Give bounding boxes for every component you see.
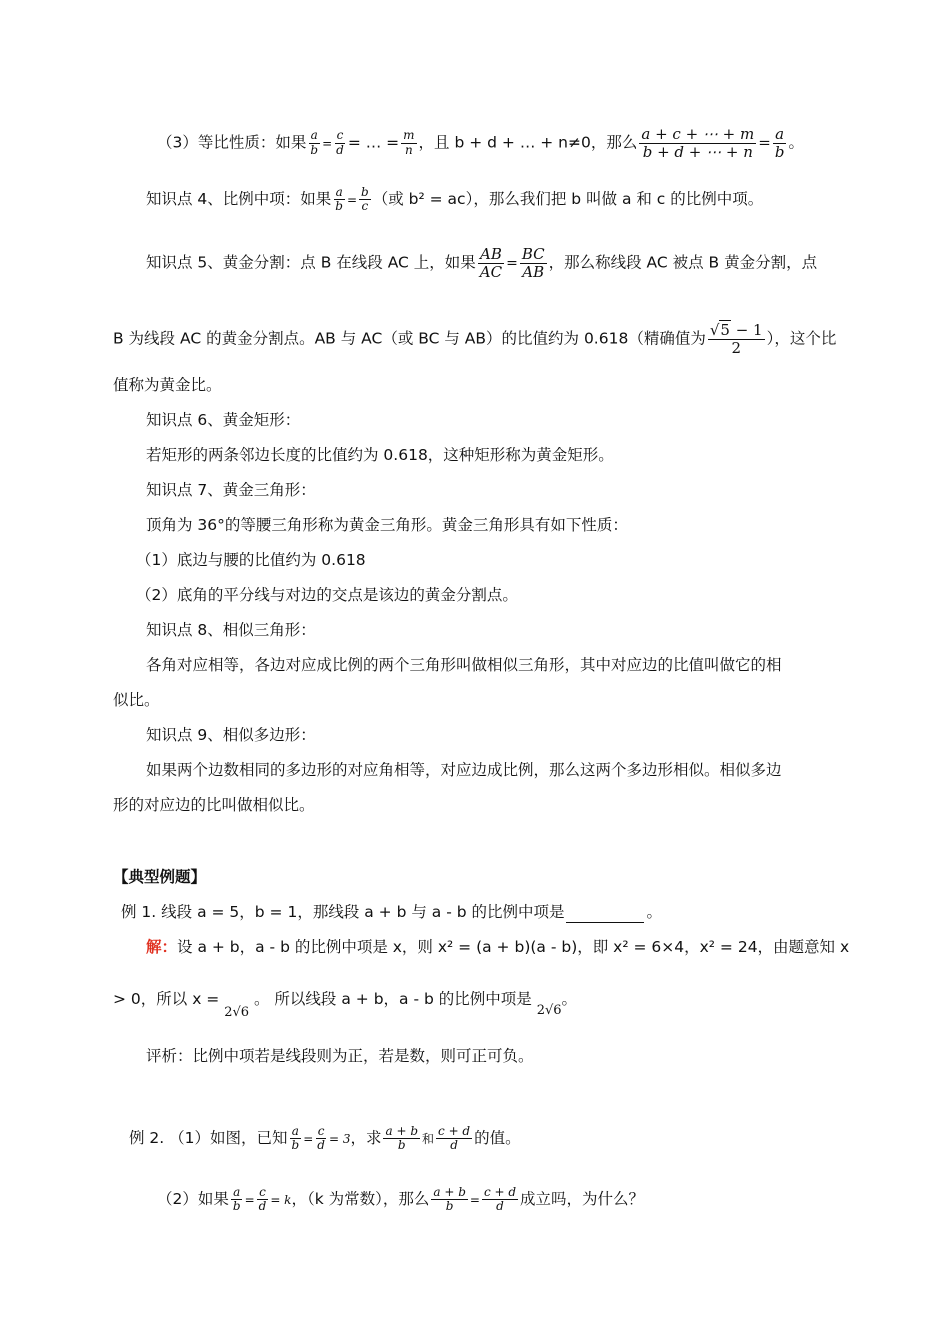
- knowledge-point-4: 知识点 4、比例中项：如果 $\frac{a}{b}$ = $\frac{b}{c}$ （或 b² = ac），那么我们把 b 叫做 a 和 c 的比例中项。: [146, 185, 764, 214]
- fraction-c-plus-d-over-d: $\frac{c + d}{d}$: [483, 1185, 517, 1214]
- fraction-a-b: $\frac{a}{b}$: [232, 1185, 241, 1214]
- solution-line-1: 解：设 a + b，a - b 的比例中项是 x，则 x² = (a + b)(a - b)，即 x² = 6×4，x² = 24，由题意知 x: [146, 938, 850, 956]
- solution-line-2: > 0，所以 x = 2√6 。 所以线段 a + b，a - b 的比例中项是 2√6。: [113, 988, 577, 1012]
- text-line: 似比。: [113, 691, 160, 709]
- text: （3）等比性质：如果: [157, 133, 307, 152]
- text-line: （1）底边与腰的比值约为 0.618: [136, 551, 366, 569]
- knowledge-point-5: 知识点 5、黄金分割：点 B 在线段 AC 上，如果 $\frac{AB}{AC}$ = $\frac{BC}{AB}$ ，那么称线段 AC 被点 B 黄金分割，点: [146, 245, 818, 281]
- example-2-part-2: （2）如果 $\frac{a}{b}$ = $\frac{c}{d}$ = k，（k 为常数），那么 $\frac{a + b}{b}$ = $\frac{c + d}{d}$ 成立吗，为什么？: [157, 1185, 645, 1214]
- text-line: 值称为黄金比。: [113, 376, 222, 394]
- text-line: 各角对应相等，各边对应成比例的两个三角形叫做相似三角形，其中对应边的比值叫做它的相: [146, 656, 782, 674]
- text-line: 形的对应边的比叫做相似比。: [113, 796, 315, 814]
- example-1: 例 1. 线段 a = 5，b = 1，那线段 a + b 与 a - b 的比例中项是 。: [121, 903, 662, 921]
- fraction-b-c: $\frac{b}{c}$: [361, 185, 369, 214]
- fraction-c-plus-d-over-d: $\frac{c + d}{d}$: [438, 1124, 471, 1153]
- knowledge-point-9: 知识点 9、相似多边形：: [146, 726, 316, 744]
- example-2-part-1: 例 2. （1）如图，已知 $\frac{a}{b}$ = $\frac{c}{d}$ = 3，求 $\frac{a + b}{b}$ 和 $\frac{c + d}{d}$ 的值。: [129, 1124, 521, 1153]
- text-line: 顶角为 36°的等腰三角形称为黄金三角形。黄金三角形具有如下性质：: [146, 516, 628, 534]
- fraction-a-plus-b-over-b: $\frac{a + b}{b}$: [433, 1185, 466, 1214]
- value-2sqrt6: 2√6: [536, 1003, 562, 1018]
- fraction-c-d: $\frac{c}{d}$: [258, 1185, 267, 1214]
- golden-ratio-line: B 为线段 AC 的黄金分割点。AB 与 AC（或 BC 与 AB）的比值约为 0.618（精确值为 $\frac{√5 - 1}{2}$ ），这个比: [113, 321, 837, 357]
- knowledge-point-7: 知识点 7、黄金三角形：: [146, 481, 316, 499]
- fraction-c-d: $\frac{c}{d}$: [317, 1124, 325, 1153]
- text-line: （2）底角的平分线与对边的交点是该边的黄金分割点。: [136, 586, 518, 604]
- section-heading: 【典型例题】: [113, 868, 207, 886]
- knowledge-point-6: 知识点 6、黄金矩形：: [146, 411, 301, 429]
- answer-blank[interactable]: [566, 906, 644, 923]
- fraction-a-b: $\frac{a}{b}$: [335, 185, 343, 214]
- property-equal-ratio: （3）等比性质：如果 $\frac{a}{b}$ = $\frac{c}{d}$ = … = $\frac{m}{n}$ ，且 b + d + … + n≠0，那么 $\frac{a + c + \cdots + m}{b + d + \cdots + n}$ = $\frac{a}{b}$ 。: [157, 125, 804, 161]
- fraction-m-n: $\frac{m}{n}$: [403, 128, 415, 157]
- fraction-a-b-result: $\frac{a}{b}$: [774, 125, 785, 161]
- fraction-a-b: $\frac{a}{b}$: [310, 128, 319, 157]
- fraction-ab-ac: $\frac{AB}{AC}$: [479, 245, 503, 281]
- fraction-bc-ab: $\frac{BC}{AB}$: [521, 245, 545, 281]
- fraction-sum: $\frac{a + c + \cdots + m}{b + d + \cdots + n}$: [641, 125, 755, 161]
- knowledge-point-8: 知识点 8、相似三角形：: [146, 621, 316, 639]
- fraction-a-plus-b-over-b: $\frac{a + b}{b}$: [385, 1124, 419, 1153]
- solution-label: 解：: [146, 938, 178, 956]
- comment: 评析：比例中项若是线段则为正，若是数，则可正可负。: [146, 1047, 534, 1065]
- fraction-golden-exact: $\frac{√5 - 1}{2}$: [709, 321, 763, 357]
- value-2sqrt6: 2√6: [224, 1005, 250, 1020]
- text-line: 如果两个边数相同的多边形的对应角相等，对应边成比例，那么这两个多边形相似。相似多边: [146, 761, 782, 779]
- fraction-a-b: $\frac{a}{b}$: [291, 1124, 300, 1153]
- text-line: 若矩形的两条邻边长度的比值约为 0.618，这种矩形称为黄金矩形。: [146, 446, 614, 464]
- fraction-c-d: $\frac{c}{d}$: [336, 128, 344, 157]
